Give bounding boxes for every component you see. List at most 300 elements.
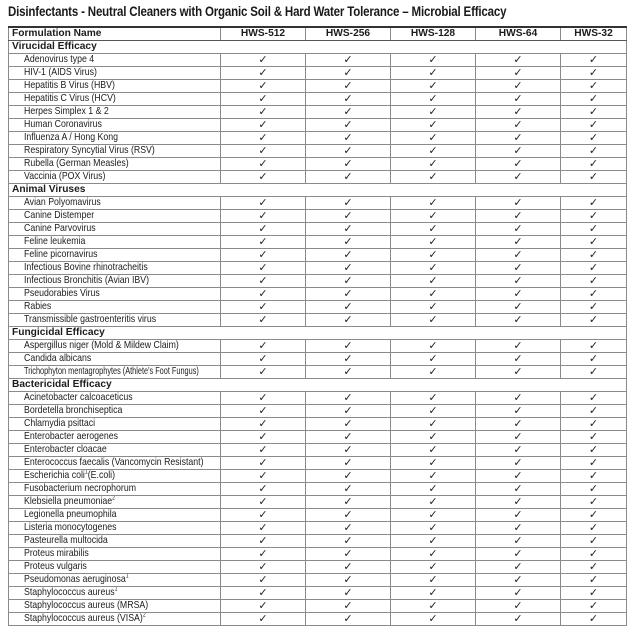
table-row <box>9 587 627 600</box>
check-icon: ✓ <box>561 561 627 574</box>
check-icon: ✓ <box>561 405 627 418</box>
organism-name <box>9 522 221 535</box>
check-icon: ✓ <box>221 275 306 288</box>
organism-name <box>9 249 221 262</box>
organism-name-text: Chlamydia psittaci <box>24 418 96 429</box>
check-icon: ✓ <box>391 158 476 171</box>
check-icon: ✓ <box>561 93 627 106</box>
table-row <box>9 275 627 288</box>
organism-name <box>9 392 221 405</box>
organism-name-text: Feline picornavirus <box>24 249 98 260</box>
organism-name-text: Canine Parvovirus <box>24 223 96 234</box>
organism-name-text: Pseudomonas aeruginosa <box>24 574 126 585</box>
check-icon: ✓ <box>476 197 561 210</box>
table-row <box>9 522 627 535</box>
check-icon: ✓ <box>306 145 391 158</box>
table-row <box>9 158 627 171</box>
table-row <box>9 509 627 522</box>
check-icon: ✓ <box>391 262 476 275</box>
check-icon: ✓ <box>306 613 391 626</box>
organism-name-text: Rubella (German Measles) <box>24 158 129 169</box>
check-icon: ✓ <box>391 197 476 210</box>
check-icon: ✓ <box>391 288 476 301</box>
check-icon: ✓ <box>561 80 627 93</box>
organism-name-text: Influenza A / Hong Kong <box>24 132 119 143</box>
column-header-hws-128: HWS-128 <box>391 27 476 41</box>
organism-name <box>9 418 221 431</box>
organism-name <box>9 93 221 106</box>
check-icon: ✓ <box>391 249 476 262</box>
organism-name-text: Bordetella bronchiseptica <box>24 405 123 416</box>
organism-name <box>9 67 221 80</box>
column-header-formulation: Formulation Name <box>9 27 221 41</box>
check-icon: ✓ <box>476 93 561 106</box>
table-row <box>9 444 627 457</box>
check-icon: ✓ <box>306 54 391 67</box>
check-icon: ✓ <box>306 132 391 145</box>
check-icon: ✓ <box>391 613 476 626</box>
check-icon: ✓ <box>221 340 306 353</box>
organism-name-text: HIV-1 (AIDS Virus) <box>24 67 97 78</box>
check-icon: ✓ <box>391 392 476 405</box>
table-row <box>9 418 627 431</box>
check-icon: ✓ <box>221 392 306 405</box>
organism-name-text: Pasteurella multocida <box>24 535 108 546</box>
organism-name-text: Aspergillus niger (Mold & Mildew Claim) <box>24 340 179 351</box>
organism-name-text: Vaccinia (POX Virus) <box>24 171 106 182</box>
organism-name <box>9 509 221 522</box>
check-icon: ✓ <box>391 301 476 314</box>
check-icon: ✓ <box>221 509 306 522</box>
table-row <box>9 210 627 223</box>
check-icon: ✓ <box>391 210 476 223</box>
check-icon: ✓ <box>476 275 561 288</box>
check-icon: ✓ <box>561 197 627 210</box>
table-row <box>9 613 627 626</box>
check-icon: ✓ <box>391 483 476 496</box>
table-row <box>9 600 627 613</box>
check-icon: ✓ <box>391 54 476 67</box>
check-icon: ✓ <box>391 600 476 613</box>
check-icon: ✓ <box>221 119 306 132</box>
check-icon: ✓ <box>476 574 561 587</box>
check-icon: ✓ <box>221 223 306 236</box>
check-icon: ✓ <box>221 444 306 457</box>
check-icon: ✓ <box>476 80 561 93</box>
column-header-hws-256: HWS-256 <box>306 27 391 41</box>
check-icon: ✓ <box>306 366 391 379</box>
category-row <box>9 184 627 197</box>
organism-name <box>9 54 221 67</box>
check-icon: ✓ <box>476 236 561 249</box>
check-icon: ✓ <box>306 405 391 418</box>
check-icon: ✓ <box>561 249 627 262</box>
check-icon: ✓ <box>561 106 627 119</box>
check-icon: ✓ <box>391 561 476 574</box>
organism-name <box>9 444 221 457</box>
check-icon: ✓ <box>391 119 476 132</box>
check-icon: ✓ <box>561 587 627 600</box>
check-icon: ✓ <box>476 522 561 535</box>
check-icon: ✓ <box>221 301 306 314</box>
table-body <box>9 41 627 626</box>
column-header-hws-512: HWS-512 <box>221 27 306 41</box>
check-icon: ✓ <box>476 54 561 67</box>
organism-name <box>9 197 221 210</box>
organism-name-text: Listeria monocytogenes <box>24 522 117 533</box>
check-icon: ✓ <box>476 210 561 223</box>
check-icon: ✓ <box>306 509 391 522</box>
check-icon: ✓ <box>391 223 476 236</box>
organism-name <box>9 535 221 548</box>
footnote-marker: 1 <box>84 469 88 476</box>
organism-name <box>9 171 221 184</box>
check-icon: ✓ <box>391 548 476 561</box>
organism-name <box>9 119 221 132</box>
check-icon: ✓ <box>391 106 476 119</box>
organism-name-text: Avian Polyomavirus <box>24 197 101 208</box>
check-icon: ✓ <box>476 444 561 457</box>
check-icon: ✓ <box>561 444 627 457</box>
organism-name-suffix: (E.coli) <box>87 470 116 481</box>
organism-name-text: Fusobacterium necrophorum <box>24 483 137 494</box>
category-label: Animal Viruses <box>9 184 627 197</box>
check-icon: ✓ <box>476 418 561 431</box>
check-icon: ✓ <box>561 366 627 379</box>
check-icon: ✓ <box>476 288 561 301</box>
check-icon: ✓ <box>306 340 391 353</box>
check-icon: ✓ <box>221 67 306 80</box>
check-icon: ✓ <box>561 457 627 470</box>
organism-name <box>9 548 221 561</box>
check-icon: ✓ <box>221 587 306 600</box>
organism-name <box>9 275 221 288</box>
organism-name <box>9 613 221 626</box>
organism-name-text: Pseudorabies Virus <box>24 288 100 299</box>
check-icon: ✓ <box>221 158 306 171</box>
check-icon: ✓ <box>391 314 476 327</box>
check-icon: ✓ <box>561 496 627 509</box>
check-icon: ✓ <box>561 483 627 496</box>
check-icon: ✓ <box>306 106 391 119</box>
check-icon: ✓ <box>561 275 627 288</box>
check-icon: ✓ <box>221 574 306 587</box>
check-icon: ✓ <box>221 613 306 626</box>
organism-name-text: Staphylococcus aureus <box>24 587 115 598</box>
check-icon: ✓ <box>476 340 561 353</box>
check-icon: ✓ <box>306 431 391 444</box>
check-icon: ✓ <box>391 132 476 145</box>
check-icon: ✓ <box>221 457 306 470</box>
check-icon: ✓ <box>391 353 476 366</box>
organism-name <box>9 158 221 171</box>
check-icon: ✓ <box>561 262 627 275</box>
organism-name-text: Infectious Bovine rhinotracheitis <box>24 262 148 273</box>
check-icon: ✓ <box>476 548 561 561</box>
check-icon: ✓ <box>561 210 627 223</box>
check-icon: ✓ <box>561 132 627 145</box>
check-icon: ✓ <box>306 158 391 171</box>
column-header-hws-64: HWS-64 <box>476 27 561 41</box>
check-icon: ✓ <box>561 119 627 132</box>
check-icon: ✓ <box>221 54 306 67</box>
organism-name <box>9 470 221 483</box>
check-icon: ✓ <box>306 561 391 574</box>
check-icon: ✓ <box>561 171 627 184</box>
check-icon: ✓ <box>391 457 476 470</box>
check-icon: ✓ <box>221 288 306 301</box>
check-icon: ✓ <box>306 483 391 496</box>
check-icon: ✓ <box>391 340 476 353</box>
check-icon: ✓ <box>306 522 391 535</box>
check-icon: ✓ <box>561 54 627 67</box>
table-row <box>9 405 627 418</box>
check-icon: ✓ <box>306 548 391 561</box>
organism-name-text: Rabies <box>24 301 52 312</box>
check-icon: ✓ <box>391 405 476 418</box>
check-icon: ✓ <box>221 262 306 275</box>
organism-name-text: Legionella pneumophila <box>24 509 117 520</box>
check-icon: ✓ <box>306 353 391 366</box>
table-row <box>9 106 627 119</box>
table-row <box>9 574 627 587</box>
check-icon: ✓ <box>221 561 306 574</box>
check-icon: ✓ <box>476 106 561 119</box>
check-icon: ✓ <box>476 613 561 626</box>
table-row <box>9 80 627 93</box>
category-label: Fungicidal Efficacy <box>9 327 627 340</box>
organism-name <box>9 483 221 496</box>
check-icon: ✓ <box>221 171 306 184</box>
check-icon: ✓ <box>561 301 627 314</box>
organism-name <box>9 353 221 366</box>
check-icon: ✓ <box>391 535 476 548</box>
organism-name <box>9 431 221 444</box>
check-icon: ✓ <box>306 470 391 483</box>
check-icon: ✓ <box>306 80 391 93</box>
check-icon: ✓ <box>476 223 561 236</box>
organism-name-text: Hepatitis C Virus (HCV) <box>24 93 116 104</box>
organism-name-text: Adenovirus type 4 <box>24 54 95 65</box>
table-row <box>9 262 627 275</box>
organism-name <box>9 340 221 353</box>
check-icon: ✓ <box>391 93 476 106</box>
table-row <box>9 548 627 561</box>
check-icon: ✓ <box>561 158 627 171</box>
check-icon: ✓ <box>561 353 627 366</box>
organism-name <box>9 132 221 145</box>
header-row <box>9 27 627 41</box>
check-icon: ✓ <box>476 405 561 418</box>
check-icon: ✓ <box>476 132 561 145</box>
check-icon: ✓ <box>391 522 476 535</box>
column-header-hws-32: HWS-32 <box>561 27 627 41</box>
check-icon: ✓ <box>391 418 476 431</box>
check-icon: ✓ <box>391 470 476 483</box>
organism-name <box>9 262 221 275</box>
organism-name-text: Human Coronavirus <box>24 119 102 130</box>
category-label: Virucidal Efficacy <box>9 41 627 54</box>
check-icon: ✓ <box>306 444 391 457</box>
check-icon: ✓ <box>391 236 476 249</box>
check-icon: ✓ <box>391 171 476 184</box>
check-icon: ✓ <box>391 509 476 522</box>
table-row <box>9 431 627 444</box>
organism-name <box>9 223 221 236</box>
check-icon: ✓ <box>476 600 561 613</box>
check-icon: ✓ <box>221 405 306 418</box>
check-icon: ✓ <box>476 301 561 314</box>
check-icon: ✓ <box>221 93 306 106</box>
check-icon: ✓ <box>221 80 306 93</box>
check-icon: ✓ <box>561 522 627 535</box>
check-icon: ✓ <box>561 418 627 431</box>
check-icon: ✓ <box>221 314 306 327</box>
check-icon: ✓ <box>306 67 391 80</box>
organism-name <box>9 301 221 314</box>
table-row <box>9 119 627 132</box>
table-row <box>9 197 627 210</box>
organism-name-text: Proteus mirabilis <box>24 548 89 559</box>
check-icon: ✓ <box>476 171 561 184</box>
check-icon: ✓ <box>561 574 627 587</box>
check-icon: ✓ <box>391 431 476 444</box>
check-icon: ✓ <box>476 262 561 275</box>
category-row <box>9 41 627 54</box>
organism-name-text: Enterobacter aerogenes <box>24 431 119 442</box>
check-icon: ✓ <box>221 522 306 535</box>
organism-name-text: Staphylococcus aureus (MRSA) <box>24 600 149 611</box>
organism-name <box>9 288 221 301</box>
organism-name-text: Herpes Simplex 1 & 2 <box>24 106 109 117</box>
check-icon: ✓ <box>561 509 627 522</box>
organism-name-text: Enterobacter cloacae <box>24 444 107 455</box>
check-icon: ✓ <box>306 496 391 509</box>
check-icon: ✓ <box>306 262 391 275</box>
check-icon: ✓ <box>306 275 391 288</box>
check-icon: ✓ <box>391 574 476 587</box>
organism-name-text: Transmissible gastroenteritis virus <box>24 314 157 325</box>
check-icon: ✓ <box>476 457 561 470</box>
check-icon: ✓ <box>476 561 561 574</box>
table-row <box>9 470 627 483</box>
check-icon: ✓ <box>391 366 476 379</box>
check-icon: ✓ <box>306 392 391 405</box>
organism-name-text: Staphylococcus aureus (VISA) <box>24 613 143 624</box>
check-icon: ✓ <box>306 457 391 470</box>
footnote-marker: 1 <box>114 586 118 593</box>
check-icon: ✓ <box>391 67 476 80</box>
check-icon: ✓ <box>306 418 391 431</box>
organism-name <box>9 587 221 600</box>
table-row <box>9 93 627 106</box>
check-icon: ✓ <box>391 275 476 288</box>
table-row <box>9 223 627 236</box>
check-icon: ✓ <box>391 444 476 457</box>
category-row <box>9 327 627 340</box>
check-icon: ✓ <box>221 535 306 548</box>
organism-name <box>9 496 221 509</box>
organism-name <box>9 210 221 223</box>
check-icon: ✓ <box>561 392 627 405</box>
check-icon: ✓ <box>221 431 306 444</box>
organism-name-text: Candida albicans <box>24 353 92 364</box>
check-icon: ✓ <box>561 548 627 561</box>
check-icon: ✓ <box>476 145 561 158</box>
check-icon: ✓ <box>561 314 627 327</box>
table-row <box>9 483 627 496</box>
check-icon: ✓ <box>391 496 476 509</box>
check-icon: ✓ <box>561 288 627 301</box>
organism-name-text: Escherichia coli <box>24 470 85 481</box>
footnote-marker: 2 <box>112 495 116 502</box>
organism-name <box>9 405 221 418</box>
check-icon: ✓ <box>561 340 627 353</box>
check-icon: ✓ <box>306 587 391 600</box>
check-icon: ✓ <box>476 249 561 262</box>
footnote-marker: 2 <box>142 612 146 619</box>
table-row <box>9 496 627 509</box>
check-icon: ✓ <box>391 80 476 93</box>
check-icon: ✓ <box>221 483 306 496</box>
check-icon: ✓ <box>306 197 391 210</box>
organism-name-text: Proteus vulgaris <box>24 561 87 572</box>
check-icon: ✓ <box>476 535 561 548</box>
table-row <box>9 236 627 249</box>
table-row <box>9 366 627 379</box>
check-icon: ✓ <box>476 483 561 496</box>
organism-name <box>9 561 221 574</box>
category-label: Bactericidal Efficacy <box>9 379 627 392</box>
organism-name-text: Infectious Bronchitis (Avian IBV) <box>24 275 149 286</box>
check-icon: ✓ <box>561 613 627 626</box>
check-icon: ✓ <box>306 171 391 184</box>
check-icon: ✓ <box>476 314 561 327</box>
organism-name <box>9 600 221 613</box>
organism-name <box>9 80 221 93</box>
check-icon: ✓ <box>561 145 627 158</box>
table-row <box>9 249 627 262</box>
organism-name <box>9 457 221 470</box>
check-icon: ✓ <box>221 249 306 262</box>
organism-name <box>9 366 221 379</box>
table-row <box>9 340 627 353</box>
organism-name-text: Acinetobacter calcoaceticus <box>24 392 133 403</box>
category-row <box>9 379 627 392</box>
check-icon: ✓ <box>476 496 561 509</box>
check-icon: ✓ <box>561 223 627 236</box>
check-icon: ✓ <box>221 106 306 119</box>
table-row <box>9 392 627 405</box>
check-icon: ✓ <box>561 431 627 444</box>
check-icon: ✓ <box>476 67 561 80</box>
table-row <box>9 561 627 574</box>
page-title: Disinfectants - Neutral Cleaners with Organic Soil & Hard Water Tolerance – Microbial Efficacy <box>8 4 507 19</box>
organism-name-text: Feline leukemia <box>24 236 86 247</box>
check-icon: ✓ <box>306 249 391 262</box>
check-icon: ✓ <box>476 158 561 171</box>
organism-name <box>9 106 221 119</box>
check-icon: ✓ <box>306 210 391 223</box>
organism-name-text: Enterococcus faecalis (Vancomycin Resistant) <box>24 457 204 468</box>
organism-name <box>9 145 221 158</box>
check-icon: ✓ <box>476 392 561 405</box>
table-row <box>9 288 627 301</box>
check-icon: ✓ <box>221 496 306 509</box>
check-icon: ✓ <box>306 288 391 301</box>
organism-name-text: Canine Distemper <box>24 210 95 221</box>
check-icon: ✓ <box>221 197 306 210</box>
